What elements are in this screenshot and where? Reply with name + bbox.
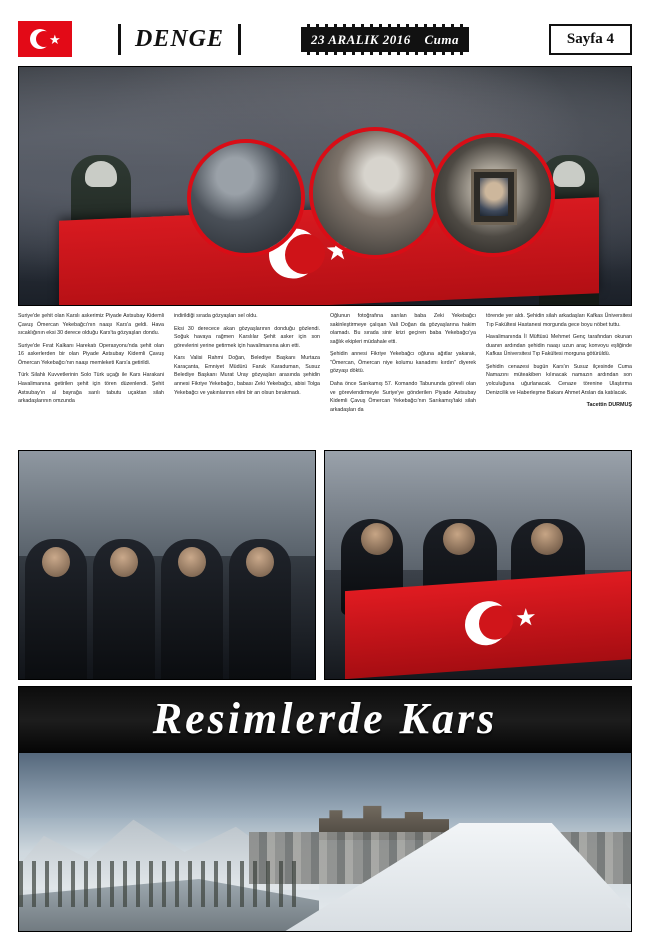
coffin-photo <box>324 450 632 680</box>
portrait-frame <box>471 169 517 225</box>
article-paragraph: Oğlunun fotoğrafına sarılan baba Zeki Yekebağcı sakinleştirmeye çalışan Vali Doğan da gözyaşlarına hakim olamadı. Bu sırada sinir krizi geçiren baba Yekebağcı'ya sağlık ekipleri müdahale etti. <box>330 313 476 345</box>
article-body <box>18 312 632 446</box>
article-column-3 <box>330 312 476 446</box>
circle-photo-content <box>313 131 437 255</box>
article-paragraph: Suriye'de Fırat Kalkanı Harekatı Operasyonu'nda şehit olan 16 askerlerden bir olan Piyade Astsubay Kidemli Çavuş Ömercan Yekebağcı'nın naaşı memleketi Kars'a getirildi. <box>18 342 164 366</box>
flag-draped-coffin <box>345 571 632 679</box>
article-paragraph: törende yer aldı. Şehidin silah arkadaşları Kafkas Üniversitesi Tıp Fakültesi Hastanesi morgunda gece boyu nöbet tuttu. <box>486 313 632 328</box>
helmet-shape <box>553 161 585 187</box>
head-shape <box>531 523 563 555</box>
head-shape <box>246 547 274 577</box>
flag-crescent-cut-shape <box>479 604 513 640</box>
article-paragraph: Şehidin cenazesi bugün Kars'ın Susuz ilçesinde Cuma Namazını müteakiben kılınacak namazın ardından son yolculuğuna uğurlanacak. Cenaze törenine Ulaştırma Denizcilik ve Haberleşme Bakanı Ahmet Arslan da katılacak. <box>486 363 632 396</box>
page-bottom-margin <box>0 934 650 950</box>
article-paragraph: Havalimanında İl Müftüsü Mehmet Genç tarafından okunan duanın ardından şehidin naaşı uzun araç konvoyu eşliğinde Kafkas Üniversitesi Tıp Fakültesi morguna götürüldü. <box>486 334 632 358</box>
highlight-circle-mourning-crowd <box>187 139 305 257</box>
circle-photo-content <box>191 143 301 253</box>
article-paragraph: Suriye'de şehit olan Karslı askerimiz Piyade Astsubay Kidemli Çavuş Ömercan Yekebağcı'nın naaşı Kars'a geldi. Hava sıcaklığının eksi 30 derece olduğu Kars'ta gözyaşları dondu. <box>18 313 164 337</box>
date-text: 23 ARALIK 2016 <box>311 31 411 47</box>
highlight-circle-martyr-portrait <box>431 133 555 257</box>
head-shape <box>361 523 393 555</box>
masthead <box>18 18 632 60</box>
flag-star-icon: ★ <box>49 32 61 47</box>
banner-title: Resimlerde Kars <box>152 694 498 743</box>
turkish-flag-icon <box>18 21 72 57</box>
article-paragraph: Eksi 30 derecece akan gözyaşlarının donduğu gözlendi. Soğuk havaya rağmen Karslılar Şehit asker için son görevlerini yerine getirmek için havalimanına akın etti. <box>174 325 320 349</box>
paper-name: DENGE <box>118 24 241 55</box>
mourners-photo <box>18 450 316 680</box>
resimlerde-kars-section <box>18 686 632 932</box>
sky-region <box>19 753 631 818</box>
mourner-figure <box>161 539 223 679</box>
kars-panorama-photo <box>19 753 631 932</box>
flag-star-icon: ★ <box>515 603 537 633</box>
article-byline: Tacettin DURMUŞ <box>586 402 632 409</box>
article-paragraph: Daha önce Sarıkamış 57. Komando Tabununda görevli olan ve görevlendirmeyle Suriye'ye gönderilen Piyade Astsubay Kidemli Çavuş Ömercan Yekebağcı'nın Sarıkamış'taki silah arkadaşları da <box>330 381 476 413</box>
article-paragraph: Şehidin annesi Fikriye Yekebağcı oğluna ağıtlar yakarak, "Ömercan, Ömercan niye kolumu kanadımı kırdın" diyerek gözyaşı döktü. <box>330 351 476 375</box>
mourner-figure <box>25 539 87 679</box>
head-shape <box>110 547 138 577</box>
head-shape <box>42 547 70 577</box>
hero-photo <box>18 66 632 306</box>
portrait-face <box>480 178 508 216</box>
date-badge <box>301 24 469 55</box>
article-column-2 <box>174 312 320 446</box>
mourner-figure <box>93 539 155 679</box>
head-shape <box>178 547 206 577</box>
head-shape <box>443 523 475 555</box>
mourner-figure <box>229 539 291 679</box>
article-column-4 <box>486 312 632 446</box>
article-paragraph: Kars Valisi Rahmi Doğan, Belediye Başkanı Murtaza Karaçanta, Emniyet Müdürü Faruk Karaduman, Susuz Belediye Başkanı Murat Uray gözyaşları arasında şehidin annesi Fikriye Yekebağcı, babası Zeki Yekebağcı, abisi Tolga Yekebağcı ve yakınlarının elini bir an olsun bırakmadı. <box>174 355 320 396</box>
page-number-badge: Sayfa 4 <box>549 24 632 55</box>
article-column-1 <box>18 312 164 446</box>
weekday-text: Cuma <box>424 31 459 47</box>
article-paragraph: Türk Silahlı Kuvvetlerinin Solo Türk uçağı ile Kars Harakani Havalimanına getirilen şehit için tören düzenlendi. Şehit Astsubay'ın al bayrağa sarılı tabutu uçaktan silah arkadaşlarının omzunda <box>18 372 164 405</box>
trees-row <box>19 861 299 907</box>
highlight-circle-soldier-saluting <box>309 127 441 259</box>
helmet-shape <box>85 161 117 187</box>
photo-row <box>18 450 632 680</box>
article-paragraph: indirildiği sırada gözyaşları sel oldu. <box>174 313 258 319</box>
